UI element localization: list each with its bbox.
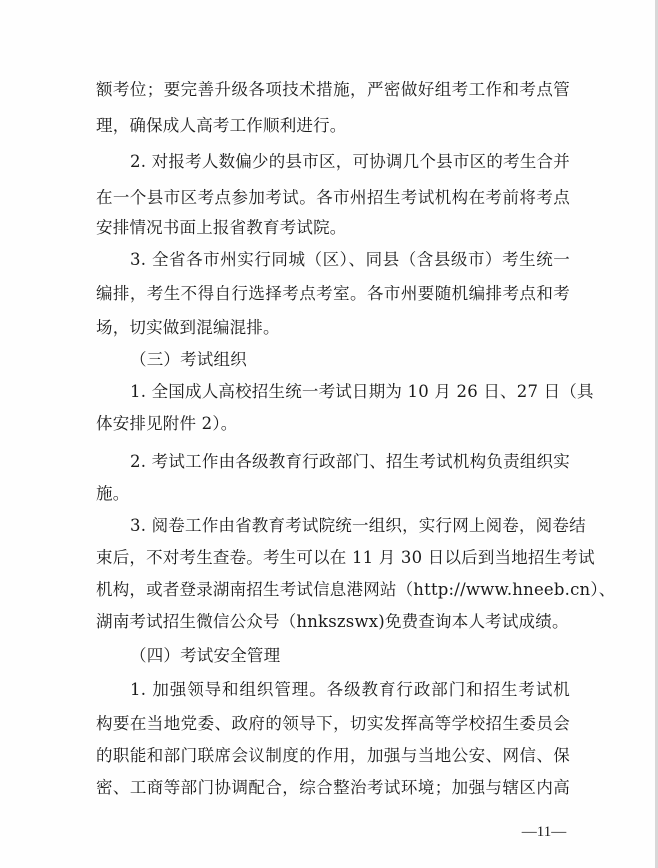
text-line: 1. 全国成人高校招生统一考试日期为 10 月 26 日、27 日（具 bbox=[130, 382, 594, 401]
text-line: 密、工商等部门协调配合，综合整治考试环境；加强与辖区内高 bbox=[96, 778, 570, 797]
text-line: 施。 bbox=[96, 484, 130, 503]
text-line: 3. 全省各市州实行同城（区）、同县（含县级市）考生统一 bbox=[130, 250, 570, 269]
section-heading: （四）考试安全管理 bbox=[130, 646, 281, 665]
text-line: 湖南考试招生微信公众号（hnkszswx)免费查询本人考试成绩。 bbox=[96, 612, 569, 631]
text-line: 理，确保成人高考工作顺利进行。 bbox=[96, 116, 347, 135]
text-line: 的职能和部门联席会议制度的作用，加强与当地公安、网信、保 bbox=[96, 746, 570, 765]
section-heading: （三）考试组织 bbox=[130, 350, 247, 369]
text-line: 编排，考生不得自行选择考点考室。各市州要随机编排考点和考 bbox=[96, 284, 570, 303]
text-line: 机构，或者登录湖南招生考试信息港网站（http://www.hneeb.cn）、 bbox=[96, 580, 616, 599]
page-number: —11— bbox=[521, 824, 567, 840]
text-line: 1. 加强领导和组织管理。各级教育行政部门和招生考试机 bbox=[130, 680, 570, 699]
text-line: 束后，不对考生查卷。考生可以在 11 月 30 日以后到当地招生考试 bbox=[96, 548, 595, 567]
text-line: 3. 阅卷工作由省教育考试院统一组织，实行网上阅卷，阅卷结 bbox=[130, 516, 586, 535]
text-line: 安排情况书面上报省教育考试院。 bbox=[96, 218, 347, 237]
text-line: 在一个县市区考点参加考试。各市州招生考试机构在考前将考点 bbox=[96, 188, 570, 207]
text-line: 体安排见附件 2）。 bbox=[96, 414, 238, 433]
text-line: 场，切实做到混编混排。 bbox=[96, 318, 280, 337]
text-line: 2. 对报考人数偏少的县市区，可协调几个县市区的考生合并 bbox=[130, 152, 570, 171]
text-line: 额考位；要完善升级各项技术措施，严密做好组考工作和考点管 bbox=[96, 80, 570, 99]
text-line: 2. 考试工作由各级教育行政部门、招生考试机构负责组织实 bbox=[130, 452, 570, 471]
text-line: 构要在当地党委、政府的领导下，切实发挥高等学校招生委员会 bbox=[96, 714, 570, 733]
